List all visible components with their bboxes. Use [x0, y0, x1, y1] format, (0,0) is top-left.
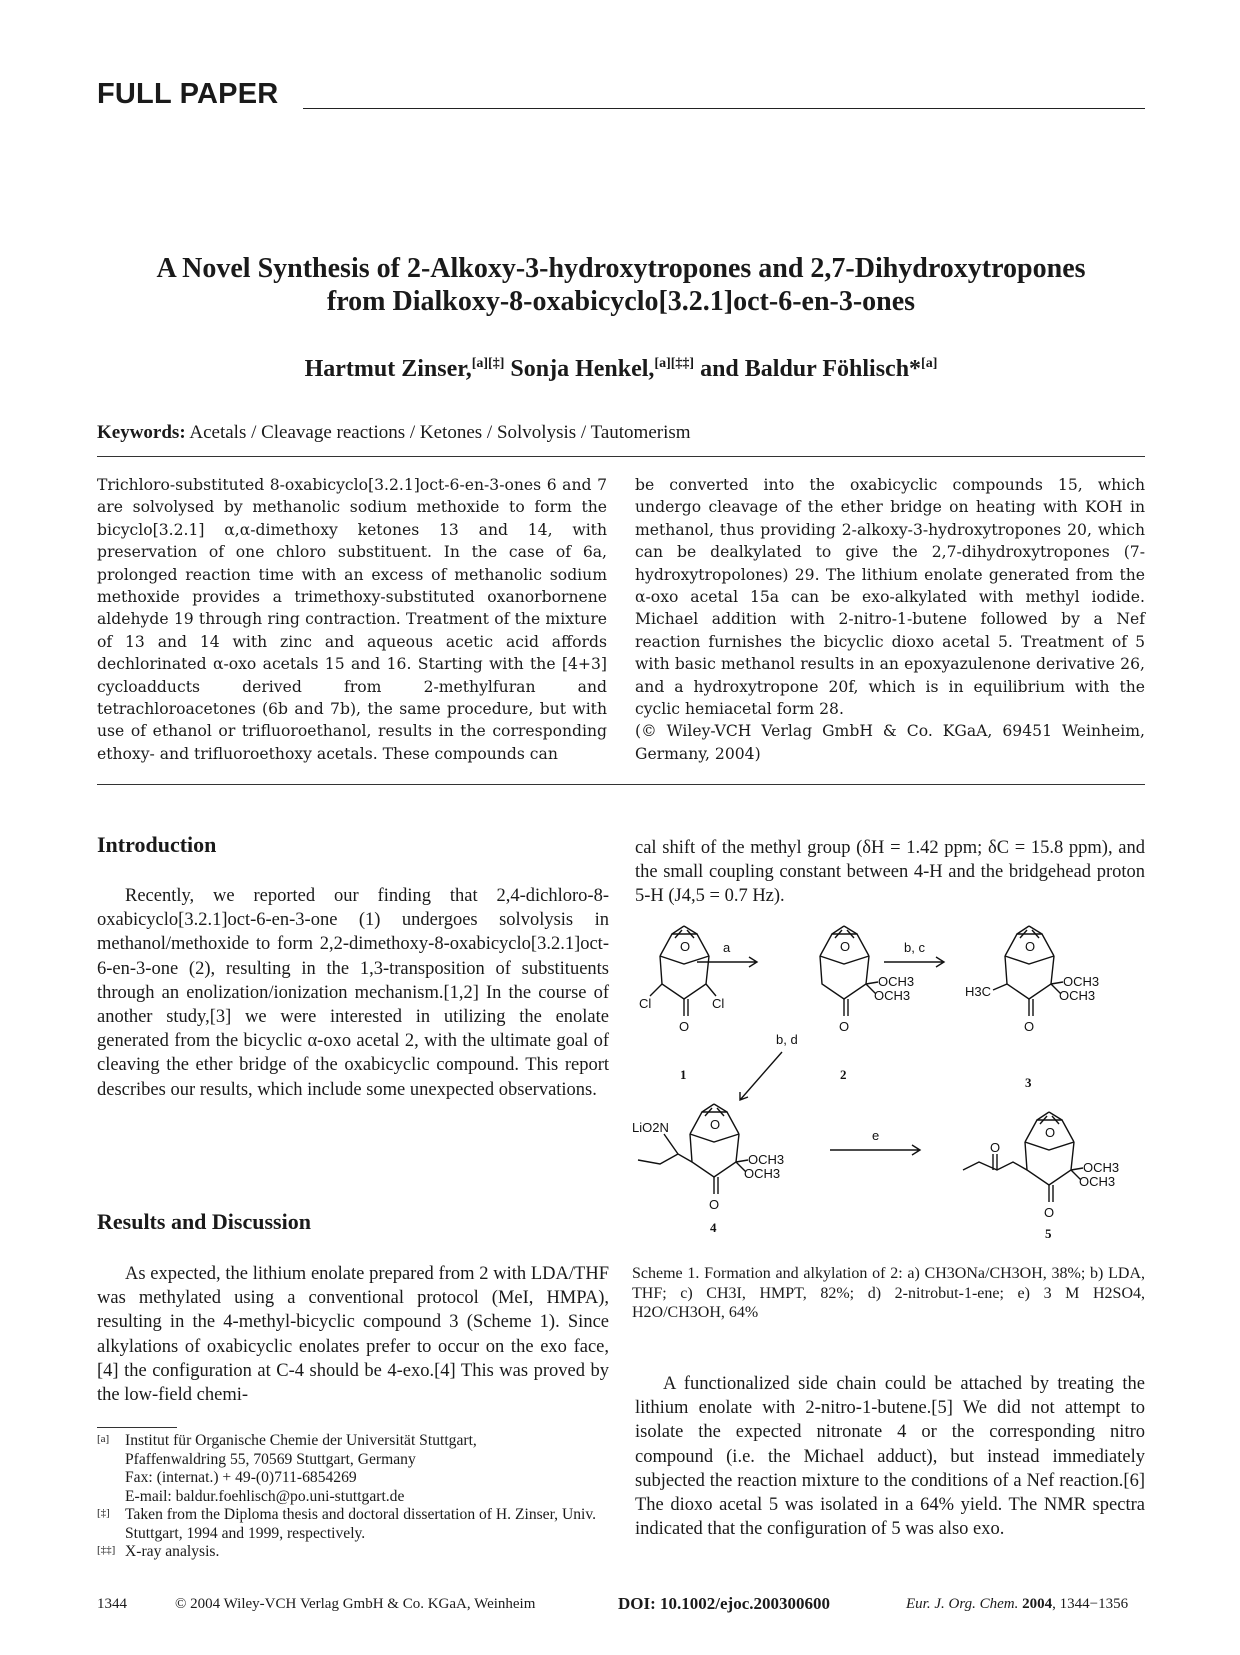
nef-paragraph: A functionalized side chain could be attached by treating the lithium enolate with 2-nitro-1-butene.[5] We did not attempt to isolate the expected nitronate 4 or the corresponding nitro compound (i.e. the Michael adduct), but instead immediately subjected the reaction mixture to the conditions of a Nef reaction.[6] The dioxo acetal 5 was isolated in a 64% yield. The NMR spectra indicated that the configuration of 5 was also exo. — [635, 1374, 1145, 1540]
c4-O: O — [710, 1117, 721, 1132]
results-paragraph: As expected, the lithium enolate prepared from 2 with LDA/THF was methylated using a conventional protocol (MeI, HMPA), resulting in the 4-methyl-bicyclic compound 3 (Scheme 1). Since alkylations of oxabicyclic enolates prefer to occur on the exo face,[4] the configuration at C-4 should be 4-exo.[4] This was proved by the low-field chemi- — [97, 1264, 609, 1406]
author-2: Sonja Henkel, — [510, 356, 655, 382]
footnote-a-line3: Fax: (internat.) + 49-(0)711-6854269 — [125, 1469, 357, 1486]
arrow-bc-label: b, c — [904, 940, 925, 955]
abstract-copyright: (© Wiley-VCH Verlag GmbH & Co. KGaA, 69451 Weinheim, Germany, 2004) — [635, 722, 1145, 763]
journal-name: Eur. J. Org. Chem. — [906, 1596, 1019, 1612]
compound-5-structure — [963, 1112, 1119, 1220]
footnote-rule — [97, 1427, 177, 1428]
footnote-thesis — [97, 1506, 609, 1543]
right-col-top — [635, 836, 1145, 909]
footnote-a-line1: Institut für Organische Chemie der Universität Stuttgart, — [125, 1432, 477, 1449]
footnote-c-text: X-ray analysis. — [125, 1543, 220, 1560]
c5-O: O — [1045, 1125, 1056, 1140]
c5-side-O: O — [990, 1140, 1001, 1155]
c3-carbonyl-O: O — [1024, 1019, 1035, 1034]
footnote-a-line4: E-mail: baldur.foehlisch@po.uni-stuttgart.de — [125, 1487, 405, 1505]
footnote-affiliation — [97, 1432, 609, 1506]
c3-OCH3-b: OCH3 — [1059, 988, 1096, 1003]
footer-copyright: © 2004 Wiley-VCH Verlag GmbH & Co. KGaA, Weinheim — [175, 1596, 536, 1612]
c1-Cl-right: Cl — [712, 996, 725, 1011]
compound-5-label: 5 — [1045, 1226, 1052, 1241]
footnotes — [97, 1432, 609, 1562]
c4-OCH3-b: OCH3 — [744, 1166, 781, 1181]
intro-paragraph: Recently, we reported our finding that 2,4-dichloro-8-oxabicyclo[3.2.1]oct-6-en-3-one (1) undergoes solvolysis in methanol/methoxide to form 2,2-dimethoxy-8-oxabicyclo[3.2.1]oct-6-en-3-one (2), resulting in the 1,3-transposition of substituents through an enolization/ionization mechanism.[1,2] In the course of another study,[3] we were interested in utilizing the enolate generated from the bicyclic α-oxo acetal 2, with the ultimate goal of cleaving the ether bridge of the oxabicyclic compound. This report describes our results, which include some unexpected observations. — [97, 886, 609, 1100]
compound-2-structure — [820, 926, 914, 1034]
footnote-c-mark: [‡‡] — [97, 1544, 116, 1556]
c4-carbonyl-O: O — [709, 1197, 720, 1212]
compound-3-structure — [965, 926, 1099, 1034]
author-and: and — [700, 356, 739, 382]
arrow-e-label: e — [872, 1128, 880, 1143]
c2-OCH3-a: OCH3 — [878, 974, 915, 989]
c2-OCH3-b: OCH3 — [874, 988, 911, 1003]
footnote-b-mark: [‡] — [97, 1507, 110, 1519]
footer-citation — [906, 1596, 1128, 1613]
c3-O: O — [1025, 939, 1036, 954]
title-line-2: from Dialkoxy-8-oxabicyclo[3.2.1]oct-6-en-3-ones — [326, 286, 916, 317]
author-1-affil: [a][‡] — [471, 356, 505, 371]
c4-LiO2N: LiO2N — [632, 1120, 669, 1135]
header-rule — [303, 108, 1145, 109]
intro-heading: Introduction — [97, 832, 217, 857]
compound-2-label: 2 — [840, 1067, 847, 1082]
abstract-rule — [97, 784, 1145, 785]
paper-title — [97, 252, 1145, 318]
right-col-bottom — [635, 1372, 1145, 1541]
footer-doi: DOI: 10.1002/ejoc.200300600 — [618, 1594, 831, 1613]
c3-H3C: H3C — [965, 984, 992, 999]
compound-4-structure — [632, 1104, 784, 1212]
arrow-bd-label: b, d — [776, 1032, 798, 1047]
results-heading: Results and Discussion — [97, 1209, 311, 1234]
abstract-right-text: be converted into the oxabicyclic compounds 15, which undergo cleavage of the ether bridge on heating with KOH in methanol, thus providing 2-alkoxy-3-hydroxytropones 20, which can be dealkylated to give the 2,7-dihydroxytropones (7-hydroxytropolones) 29. The lithium enolate generated from the α-oxo acetal 15a can be exo-alkylated with methyl iodide. Michael addition with 2-nitro-1-butene followed by a Nef reaction furnishes the bicyclic dioxo acetal 5. Treatment of 5 with basic methanol results in an epoxyazulenone derivative 26, and a hydroxytropone 20f, which is in equilibrium with the cyclic hemiacetal form 28. — [635, 476, 1145, 719]
arrow-a-label: a — [723, 940, 731, 955]
compound-4-label: 4 — [710, 1220, 717, 1235]
keywords-text: Acetals / Cleavage reactions / Ketones / Solvolysis / Tautomerism — [189, 422, 691, 443]
author-2-affil: [a][‡‡] — [654, 356, 695, 371]
running-header: FULL PAPER — [97, 78, 279, 110]
author-3-affil: [a] — [921, 356, 938, 371]
intro-body — [97, 884, 609, 1102]
footnote-a-mark: [a] — [97, 1433, 110, 1445]
c1-carbonyl-O: O — [679, 1019, 690, 1034]
results-body — [97, 1262, 609, 1407]
c5-OCH3-b: OCH3 — [1079, 1174, 1116, 1189]
c5-carbonyl-O: O — [1044, 1205, 1055, 1220]
author-list — [97, 356, 1145, 383]
keywords — [97, 422, 691, 444]
scheme-1-caption: Scheme 1. Formation and alkylation of 2: a) CH3ONa/CH3OH, 38%; b) LDA, THF; c) CH3I, HMPT, 82%; d) 2-nitrobut-1-ene; e) 3 M H2SO4, H2O/CH3OH, 64% — [632, 1265, 1145, 1321]
c1-Cl-left: Cl — [639, 996, 652, 1011]
c4-OCH3-a: OCH3 — [748, 1152, 785, 1167]
compound-1-label: 1 — [680, 1067, 687, 1082]
title-line-1: A Novel Synthesis of 2-Alkoxy-3-hydroxytropones and 2,7-Dihydroxytropones — [156, 253, 1086, 284]
footnote-xray — [97, 1543, 609, 1562]
journal-pages: , 1344−1356 — [1052, 1596, 1129, 1612]
c1-O: O — [680, 939, 691, 954]
keywords-rule — [97, 456, 1145, 457]
compound-1-structure — [639, 926, 724, 1034]
abstract-right — [635, 474, 1145, 765]
page-number: 1344 — [97, 1596, 127, 1612]
journal-year: 2004 — [1022, 1596, 1053, 1612]
c2-carbonyl-O: O — [839, 1019, 850, 1034]
footnote-a-line2: Pfaffenwaldring 55, 70569 Stuttgart, Germany — [125, 1450, 416, 1468]
author-1: Hartmut Zinser, — [304, 356, 472, 382]
compound-3-label: 3 — [1025, 1075, 1032, 1090]
author-3: Baldur Föhlisch* — [744, 356, 922, 382]
continued-paragraph: cal shift of the methyl group (δH = 1.42 ppm; δC = 15.8 ppm), and the small coupling constant between 4-H and the bridgehead proton 5-H (J4,5 = 0.7 Hz). — [635, 838, 1145, 907]
abstract-left: Trichloro-substituted 8-oxabicyclo[3.2.1]oct-6-en-3-ones 6 and 7 are solvolysed by methanolic sodium methoxide to form the bicyclo[3.2.1] α,α-dimethoxy ketones 13 and 14, with preservation of one chloro substituent. In the case of 6a, prolonged reaction time with an excess of methanolic sodium methoxide provides a trimethoxy-substituted oxanorbornene aldehyde 19 through ring contraction. Treatment of the mixture of 13 and 14 with zinc and aqueous acetic acid affords dechlorinated α-oxo acetals 15 and 16. Starting with the [4+3] cycloadducts derived from 2-methylfuran and tetrachloroacetones (6b and 7b), the same procedure, but with use of ethanol or trifluoroethanol, results in the corresponding ethoxy- and trifluoroethoxy acetals. These compounds can — [97, 476, 607, 763]
c2-O: O — [840, 939, 851, 954]
c3-OCH3-a: OCH3 — [1063, 974, 1100, 989]
keywords-label: Keywords: — [97, 422, 186, 443]
scheme-1-figure — [632, 912, 1145, 1242]
footnote-b-text: Taken from the Diploma thesis and doctoral dissertation of H. Zinser, Univ. Stuttgart, 1994 and 1999, respectively. — [125, 1506, 597, 1542]
c5-OCH3-a: OCH3 — [1083, 1160, 1120, 1175]
